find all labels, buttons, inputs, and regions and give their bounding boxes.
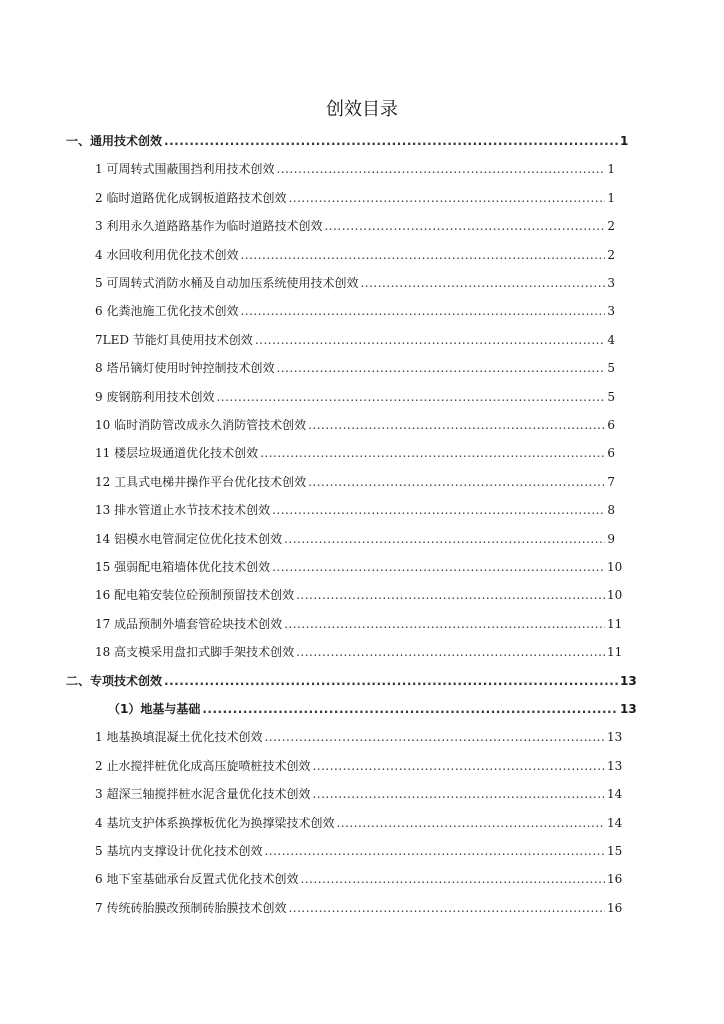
toc-page-number: 5: [607, 389, 615, 404]
toc-entry-label: 12 工具式电梯井操作平台优化技术创效: [95, 474, 307, 489]
toc-page-number: 16: [607, 872, 623, 887]
toc-dot-leader: [312, 758, 605, 774]
toc-entry[interactable]: [95, 360, 615, 376]
toc-page-number: 13: [607, 758, 623, 773]
toc-entry[interactable]: [95, 190, 615, 206]
toc-entry[interactable]: [95, 303, 615, 319]
toc-entry-label: 1 地基换填混凝土优化技术创效: [95, 730, 263, 745]
toc-entry-label: 1 可周转式围蔽围挡利用技术创效: [95, 162, 275, 177]
toc-dot-leader: [360, 275, 605, 291]
toc-entry[interactable]: [66, 133, 628, 149]
toc-entry-label: 7LED 节能灯具使用技术创效: [95, 332, 253, 347]
toc-dot-leader: [202, 701, 618, 717]
toc-entry-label: 6 化粪池施工优化技术创效: [95, 304, 239, 319]
toc-entry-label: 通用技术创效: [90, 134, 163, 148]
toc-dot-leader: [284, 531, 605, 547]
toc-page-number: 7: [607, 474, 615, 489]
toc-dot-leader: [324, 218, 605, 234]
toc-entry[interactable]: [95, 445, 615, 461]
toc-entry-number: 二、: [66, 673, 91, 688]
toc-dot-leader: [276, 161, 605, 177]
toc-entry-label: 16 配电箱安装位砼预制预留技术创效: [95, 588, 295, 603]
toc-page-number: 13: [607, 730, 623, 745]
toc-dot-leader: [272, 559, 605, 575]
toc-dot-leader: [336, 815, 605, 831]
toc-entry[interactable]: [95, 786, 623, 802]
toc-dot-leader: [216, 389, 605, 405]
toc-entry-label: 18 高支模采用盘扣式脚手架技术创效: [95, 645, 295, 660]
toc-page-number: 13: [620, 702, 637, 716]
toc-entry[interactable]: [95, 247, 615, 263]
toc-page-number: 10: [607, 560, 623, 574]
toc-dot-leader: [288, 190, 605, 206]
toc-entry[interactable]: [95, 218, 615, 234]
toc-page-number: 1: [620, 134, 629, 148]
toc-page-number: 4: [607, 332, 615, 347]
toc-dot-leader: [288, 900, 605, 916]
toc-page-number: 3: [607, 304, 615, 319]
toc-entry[interactable]: [95, 587, 623, 603]
toc-page-number: 6: [607, 418, 615, 432]
toc-entry-label: 9 废钢筋利用技术创效: [95, 389, 215, 404]
toc-page-number: 1: [607, 162, 615, 177]
toc-page-number: 11: [607, 645, 623, 660]
toc-page-number: 14: [607, 815, 623, 830]
toc-dot-leader: [164, 673, 618, 689]
toc-entry-label: 7 传统砖胎膜改预制砖胎膜技术创效: [95, 900, 287, 915]
toc-entry-label: 专项技术创效: [90, 673, 163, 688]
toc-entry-label: 6 地下室基础承台反置式优化技术创效: [95, 872, 299, 887]
toc-entry-label: 5 基坑内支撑设计优化技术创效: [95, 844, 263, 858]
toc-entry[interactable]: [95, 871, 623, 887]
toc-entry-label: 8 塔吊镝灯使用时钟控制技术创效: [95, 361, 275, 376]
toc-page-number: 15: [607, 844, 623, 858]
toc-entry[interactable]: [95, 729, 623, 745]
toc-page-number: 11: [607, 616, 623, 631]
toc-entry[interactable]: [95, 843, 623, 859]
toc-entry[interactable]: [108, 701, 637, 717]
toc-entry-label: 3 利用永久道路路基作为临时道路技术创效: [95, 219, 323, 234]
toc-dot-leader: [260, 445, 605, 461]
toc-entry-label: 13 排水管道止水节技术技术创效: [95, 503, 271, 518]
toc-entry-label: 4 基坑支护体系换撑板优化为换撑梁技术创效: [95, 815, 335, 830]
toc-entry-label: （1）地基与基础: [108, 702, 201, 716]
toc-page-number: 5: [607, 361, 615, 376]
toc-dot-leader: [308, 417, 605, 433]
toc-dot-leader: [240, 247, 605, 263]
toc-entry[interactable]: [95, 531, 615, 547]
toc-page-number: 16: [607, 900, 623, 915]
toc-dot-leader: [296, 644, 605, 660]
toc-entry-label: 17 成品预制外墙套管砼块技术创效: [95, 616, 283, 631]
toc-entry-label: 2 临时道路优化成钢板道路技术创效: [95, 190, 287, 205]
toc-entry[interactable]: [95, 502, 615, 518]
toc-dot-leader: [264, 729, 605, 745]
toc-entry[interactable]: [95, 616, 623, 632]
toc-page-number: 9: [607, 531, 615, 546]
toc-page-number: 3: [607, 276, 615, 290]
toc-dot-leader: [308, 474, 605, 490]
toc-entry-label: 15 强弱配电箱墙体优化技术创效: [95, 560, 271, 574]
toc-entry[interactable]: [95, 644, 623, 660]
page-title: 创效目录: [326, 99, 398, 120]
toc-dot-leader: [296, 587, 605, 603]
toc-page-number: 1: [607, 190, 615, 205]
toc-entry[interactable]: [95, 161, 615, 177]
toc-entry[interactable]: [95, 332, 615, 348]
toc-entry-label: 2 止水搅拌桩优化成高压旋喷桩技术创效: [95, 758, 311, 773]
toc-entry-label: 10 临时消防管改成永久消防管技术创效: [95, 418, 307, 432]
toc-dot-leader: [272, 502, 605, 518]
toc-entry[interactable]: [95, 389, 615, 405]
toc-entry[interactable]: [95, 417, 615, 433]
toc-dot-leader: [240, 303, 605, 319]
toc-page-number: 10: [607, 588, 623, 603]
toc-entry-label: 11 楼层垃圾通道优化技术创效: [95, 446, 259, 461]
toc-entry[interactable]: [95, 815, 623, 831]
toc-dot-leader: [164, 133, 618, 149]
toc-page-number: 13: [620, 673, 637, 688]
toc-entry[interactable]: [95, 900, 623, 916]
toc-entry-number: 一、: [66, 134, 91, 148]
toc-entry-label: 3 超深三轴搅拌桩水泥含量优化技术创效: [95, 787, 311, 802]
toc-dot-leader: [276, 360, 605, 376]
toc-page-number: 2: [607, 247, 615, 262]
toc-dot-leader: [284, 616, 605, 632]
toc-page-number: 8: [607, 503, 615, 518]
toc-page-number: 2: [607, 219, 615, 234]
toc-entry[interactable]: [95, 559, 623, 575]
toc-entry[interactable]: [95, 275, 615, 291]
toc-page-number: 6: [607, 446, 615, 461]
toc-dot-leader: [300, 871, 605, 887]
toc-entry[interactable]: [95, 758, 623, 774]
toc-entry-label: 5 可周转式消防水桶及自动加压系统使用技术创效: [95, 276, 359, 290]
toc-entry-label: 14 铝模水电管洞定位优化技术创效: [95, 531, 283, 546]
toc-dot-leader: [255, 332, 605, 348]
toc-entry[interactable]: [95, 474, 615, 490]
toc-dot-leader: [264, 843, 605, 859]
toc-dot-leader: [312, 786, 605, 802]
toc-page-number: 14: [607, 787, 623, 802]
toc-entry-label: 4 水回收利用优化技术创效: [95, 247, 239, 262]
toc-entry[interactable]: [66, 673, 637, 689]
